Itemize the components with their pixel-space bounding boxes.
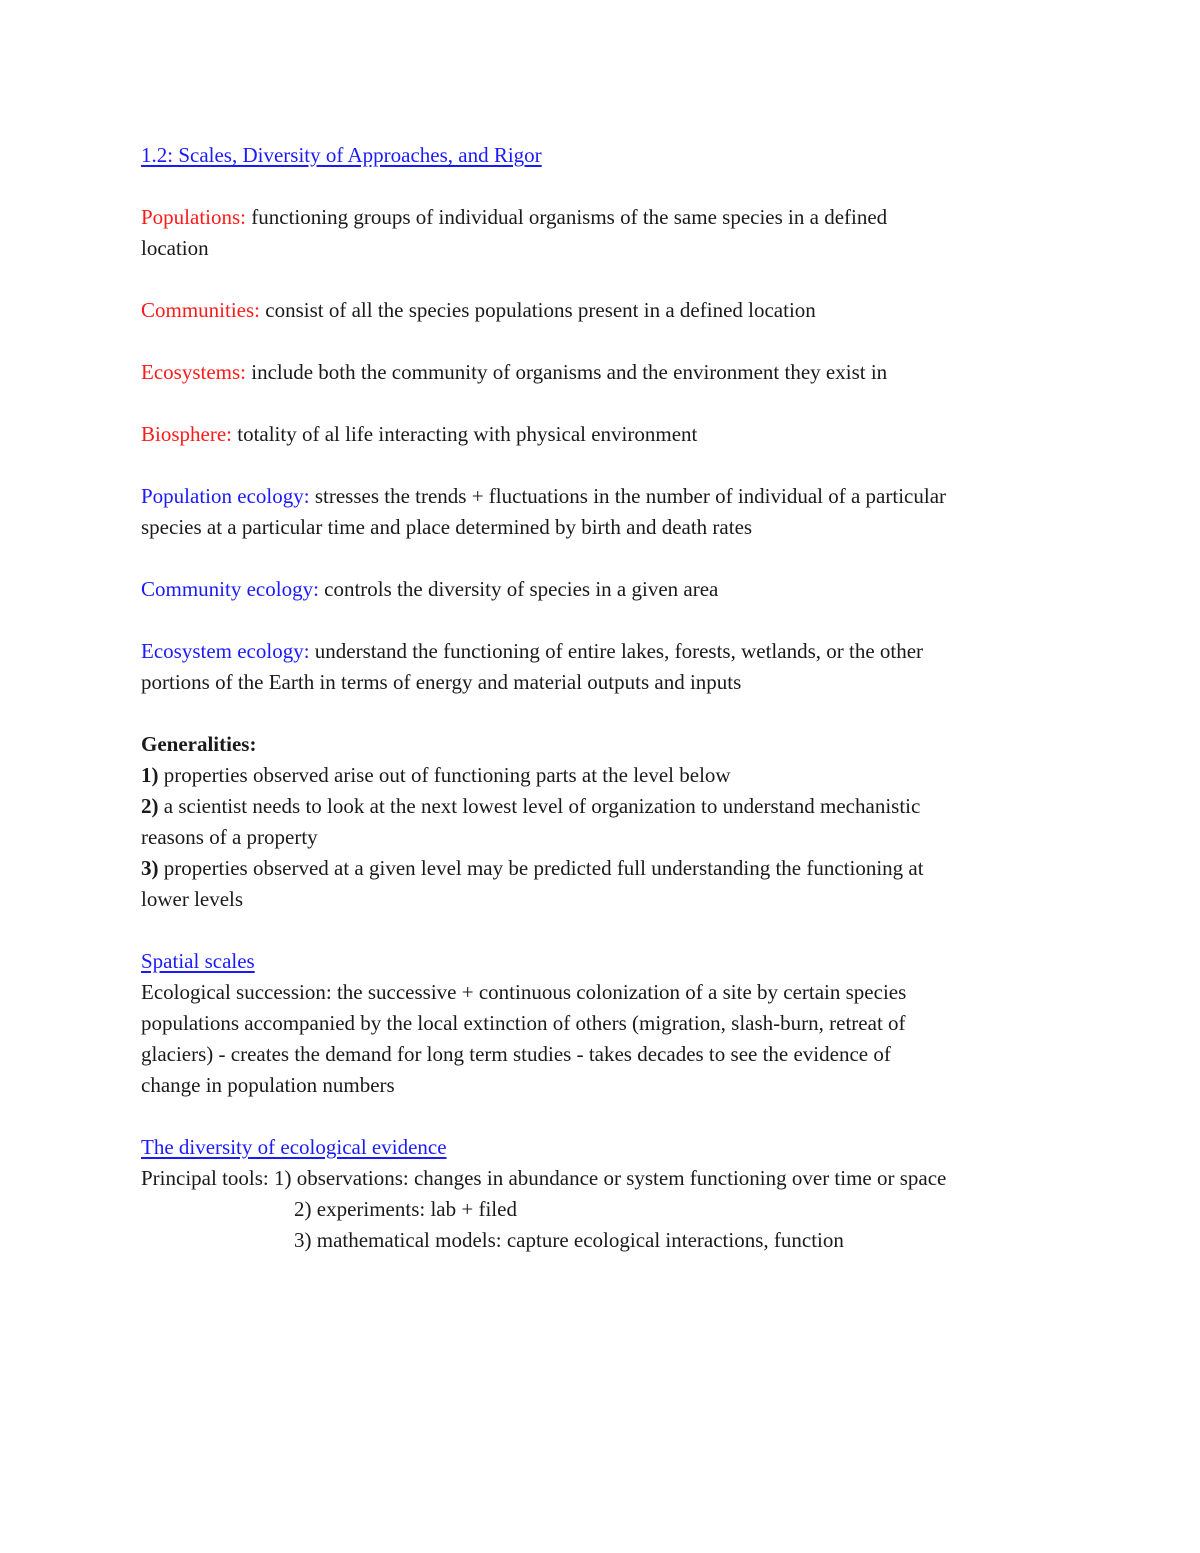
term-label: Community ecology: [141,577,319,601]
item-text: properties observed at a given level may be predicted full understanding the functioning at [158,856,924,880]
paragraph-line: Ecological succession: the successive + continuous colonization of a site by certain species [141,980,907,1004]
item-text: reasons of a property [141,825,318,849]
definition-biosphere [141,419,1071,450]
item-text: properties observed arise out of functioning parts at the level below [158,763,731,787]
term-label: Biosphere: [141,422,232,446]
definition-continuation [141,233,1071,264]
tools-line-indented: 2) experiments: lab + filed [294,1197,517,1221]
generality-item-continuation [141,884,1071,915]
definition-text: consist of all the species populations present in a defined location [260,298,816,322]
definition-text: stresses the trends + fluctuations in the number of individual of a particular [309,484,947,508]
item-number: 2) [141,794,159,818]
generality-item [141,853,1071,884]
heading-link[interactable]: Spatial scales [141,949,255,973]
definition-text: functioning groups of individual organisms of the same species in a defined [246,205,888,229]
definition-communities [141,295,1071,326]
term-label: Ecosystem ecology: [141,639,310,663]
tools-line-indented: 3) mathematical models: capture ecological interactions, function [294,1228,844,1252]
definition-populations [141,202,1071,233]
definition-population-ecology [141,481,1071,512]
definition-text: controls the diversity of species in a given area [318,577,719,601]
item-number: 1) [141,763,159,787]
generalities-heading [141,729,1071,760]
definition-text: species at a particular time and place determined by birth and death rates [141,515,753,539]
paragraph-line: change in population numbers [141,1073,395,1097]
definition-community-ecology [141,574,1071,605]
definition-text: location [141,236,209,260]
definition-text: totality of al life interacting with physical environment [231,422,698,446]
generality-item-continuation [141,822,1071,853]
definition-continuation [141,667,1071,698]
spatial-scales-heading[interactable] [141,946,1071,977]
tools-line: Principal tools: 1) observations: changes in abundance or system functioning over time or space [141,1166,947,1190]
definition-continuation [141,512,1071,543]
title-link[interactable]: 1.2: Scales, Diversity of Approaches, and Rigor [141,143,542,167]
paragraph-line: glaciers) - creates the demand for long term studies - takes decades to see the evidence of [141,1042,891,1066]
evidence-heading[interactable] [141,1132,1071,1163]
term-label: Population ecology: [141,484,310,508]
item-text: a scientist needs to look at the next lowest level of organization to understand mechanistic [158,794,921,818]
term-label: Communities: [141,298,261,322]
generality-item [141,791,1071,822]
term-label: Populations: [141,205,247,229]
item-number: 3) [141,856,159,880]
definition-ecosystem-ecology [141,636,1071,667]
document-body [141,140,1071,1256]
heading-link[interactable]: The diversity of ecological evidence [141,1135,447,1159]
item-text: lower levels [141,887,244,911]
definition-text: portions of the Earth in terms of energy and material outputs and inputs [141,670,742,694]
heading-text: Generalities: [141,732,257,756]
definition-ecosystems [141,357,1071,388]
paragraph-line: populations accompanied by the local extinction of others (migration, slash-burn, retreat of [141,1011,906,1035]
generality-item [141,760,1071,791]
page-title[interactable] [141,140,1071,171]
definition-text: include both the community of organisms and the environment they exist in [246,360,888,384]
definition-text: understand the functioning of entire lakes, forests, wetlands, or the other [309,639,924,663]
term-label: Ecosystems: [141,360,246,384]
